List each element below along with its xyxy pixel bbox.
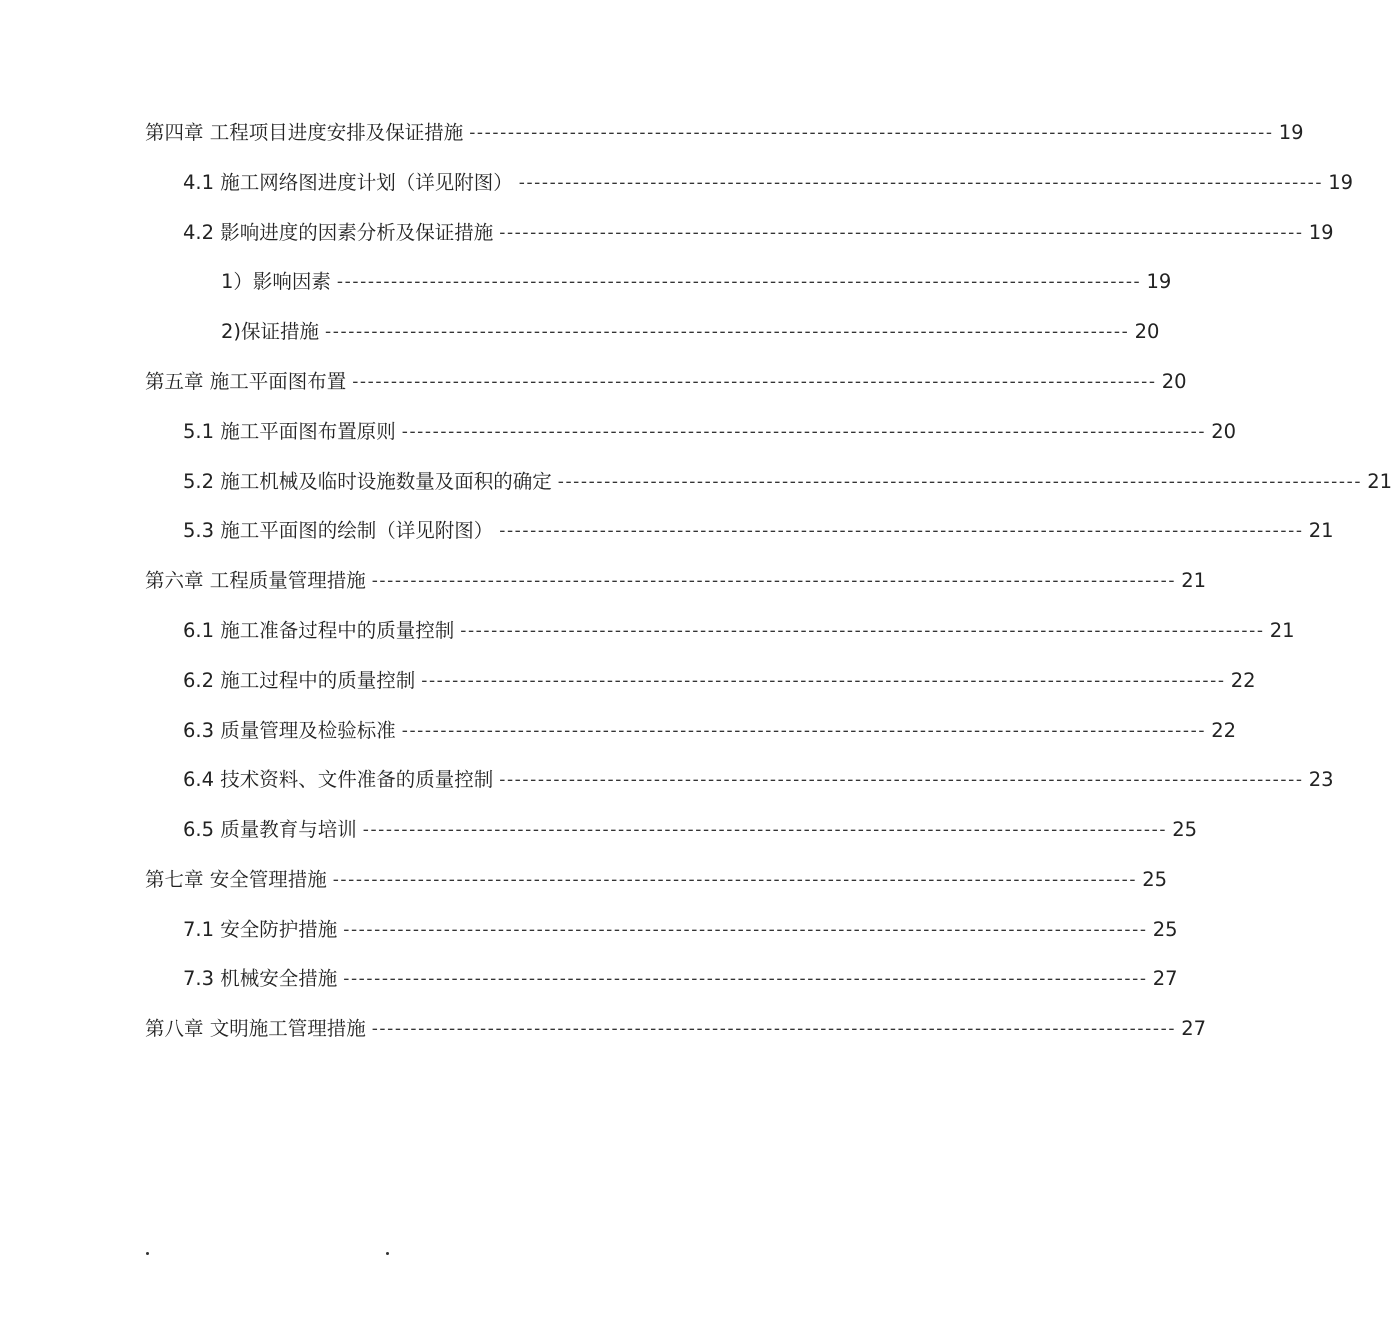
toc-entry[interactable] bbox=[0, 566, 1207, 596]
toc-entry[interactable] bbox=[0, 865, 1168, 895]
toc-page-number: 21 bbox=[1308, 519, 1334, 542]
toc-leader: -------------------------------------------------------------------------------------------------------- bbox=[336, 272, 1142, 292]
toc-leader: -------------------------------------------------------------------------------------------------------- bbox=[469, 123, 1274, 143]
toc-entry-title: 6.2 施工过程中的质量控制 bbox=[183, 669, 416, 692]
toc-leader: -------------------------------------------------------------------------------------------------------- bbox=[362, 820, 1168, 840]
toc-entry[interactable] bbox=[0, 467, 1392, 497]
toc-entry-title: 5.1 施工平面图布置原则 bbox=[183, 420, 396, 443]
toc-page-number: 20 bbox=[1211, 420, 1237, 443]
toc-entry-title: 5.2 施工机械及临时设施数量及面积的确定 bbox=[183, 470, 552, 493]
toc-page-number: 21 bbox=[1367, 470, 1392, 493]
toc-page-number: 19 bbox=[1278, 121, 1304, 144]
toc-entry-title: 5.3 施工平面图的绘制（详见附图） bbox=[183, 519, 494, 542]
toc-entry[interactable] bbox=[0, 765, 1334, 795]
toc-entry[interactable] bbox=[0, 118, 1304, 148]
toc-entry-title: 6.4 技术资料、文件准备的质量控制 bbox=[183, 768, 494, 791]
toc-entry[interactable] bbox=[0, 367, 1187, 397]
toc-leader: -------------------------------------------------------------------------------------------------------- bbox=[332, 870, 1138, 890]
toc-leader: -------------------------------------------------------------------------------------------------------- bbox=[401, 721, 1207, 741]
toc-entry[interactable] bbox=[0, 317, 1160, 347]
toc-leader: -------------------------------------------------------------------------------------------------------- bbox=[352, 372, 1157, 392]
toc-page-number: 22 bbox=[1230, 669, 1256, 692]
toc-entry-title: 第五章 施工平面图布置 bbox=[145, 370, 347, 393]
toc-entry-title: 第七章 安全管理措施 bbox=[145, 868, 327, 891]
toc-entry-title: 6.1 施工准备过程中的质量控制 bbox=[183, 619, 455, 642]
toc-entry[interactable] bbox=[0, 267, 1172, 297]
toc-leader: -------------------------------------------------------------------------------------------------------- bbox=[401, 422, 1207, 442]
toc-leader: -------------------------------------------------------------------------------------------------------- bbox=[343, 969, 1148, 989]
toc-page-number: 20 bbox=[1161, 370, 1187, 393]
footer-dot bbox=[146, 1252, 149, 1255]
toc-page-number: 25 bbox=[1142, 868, 1168, 891]
toc-entry-title: 1）影响因素 bbox=[221, 270, 331, 293]
toc-entry-title: 7.1 安全防护措施 bbox=[183, 918, 338, 941]
toc-page-number: 19 bbox=[1146, 270, 1172, 293]
toc-entry-title: 第六章 工程质量管理措施 bbox=[145, 569, 366, 592]
toc-page-number: 27 bbox=[1181, 1017, 1207, 1040]
toc-entry[interactable] bbox=[0, 964, 1178, 994]
toc-leader: -------------------------------------------------------------------------------------------------------- bbox=[371, 1019, 1177, 1039]
toc-page-number: 19 bbox=[1308, 221, 1334, 244]
toc-leader: -------------------------------------------------------------------------------------------------------- bbox=[499, 223, 1304, 243]
toc-entry-title: 7.3 机械安全措施 bbox=[183, 967, 338, 990]
toc-entry[interactable] bbox=[0, 915, 1178, 945]
toc-entry[interactable] bbox=[0, 1014, 1207, 1044]
toc-page-number: 19 bbox=[1328, 171, 1354, 194]
toc-entry[interactable] bbox=[0, 168, 1354, 198]
toc-entry-title: 2)保证措施 bbox=[221, 320, 320, 343]
toc-leader: -------------------------------------------------------------------------------------------------------- bbox=[325, 322, 1130, 342]
toc-entry-title: 6.5 质量教育与培训 bbox=[183, 818, 357, 841]
toc-page-number: 23 bbox=[1308, 768, 1334, 791]
toc-entry[interactable] bbox=[0, 417, 1237, 447]
toc-leader: -------------------------------------------------------------------------------------------------------- bbox=[557, 472, 1363, 492]
toc-entry[interactable] bbox=[0, 616, 1295, 646]
toc-leader: -------------------------------------------------------------------------------------------------------- bbox=[343, 920, 1148, 940]
toc-leader: -------------------------------------------------------------------------------------------------------- bbox=[460, 621, 1265, 641]
toc-leader: -------------------------------------------------------------------------------------------------------- bbox=[371, 571, 1177, 591]
toc-page-number: 25 bbox=[1152, 918, 1178, 941]
toc-entry-title: 4.2 影响进度的因素分析及保证措施 bbox=[183, 221, 494, 244]
toc-page-number: 22 bbox=[1211, 719, 1237, 742]
toc-page-number: 27 bbox=[1152, 967, 1178, 990]
toc-entry[interactable] bbox=[0, 666, 1256, 696]
toc-entry-title: 第八章 文明施工管理措施 bbox=[145, 1017, 366, 1040]
toc-entry[interactable] bbox=[0, 815, 1198, 845]
toc-leader: -------------------------------------------------------------------------------------------------------- bbox=[518, 173, 1324, 193]
toc-leader: -------------------------------------------------------------------------------------------------------- bbox=[421, 671, 1226, 691]
toc-page-number: 21 bbox=[1269, 619, 1295, 642]
toc-entry-title: 第四章 工程项目进度安排及保证措施 bbox=[145, 121, 464, 144]
toc-entry[interactable] bbox=[0, 716, 1237, 746]
toc-entry[interactable] bbox=[0, 218, 1334, 248]
toc-entry-title: 6.3 质量管理及检验标准 bbox=[183, 719, 396, 742]
toc-entry-title: 4.1 施工网络图进度计划（详见附图） bbox=[183, 171, 513, 194]
toc-page-number: 20 bbox=[1134, 320, 1160, 343]
toc-page-number: 25 bbox=[1172, 818, 1198, 841]
toc-leader: -------------------------------------------------------------------------------------------------------- bbox=[499, 521, 1304, 541]
toc-entry[interactable] bbox=[0, 516, 1334, 546]
footer-dot bbox=[386, 1252, 389, 1255]
toc-leader: -------------------------------------------------------------------------------------------------------- bbox=[499, 770, 1304, 790]
toc-page-number: 21 bbox=[1181, 569, 1207, 592]
